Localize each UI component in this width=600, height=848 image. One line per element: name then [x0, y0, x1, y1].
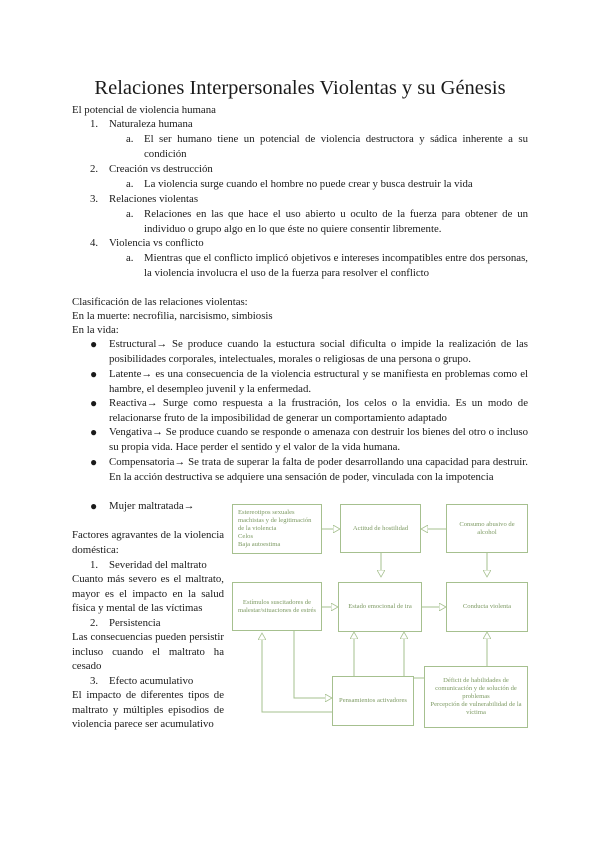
bullet-icon: ●: [90, 367, 98, 381]
list-number: 4.: [90, 237, 99, 249]
sub-letter: a.: [126, 252, 134, 264]
sub-item-text: Mientras que el conflicto implicó objetivos e intereses incompatibles entre dos personas, la violencia involucra el uso de la fuerza para resolver el conflicto: [144, 252, 528, 279]
factor-text: El impacto de diferentes tipos de maltrato y múltiples episodios de violencia parece ser acumulativo: [72, 689, 224, 731]
bullet-text: Latente→ es una consecuencia de la violencia estructural y se manifiesta en problemas como el hambre, el desempleo juvenil y la enfermedad.: [109, 368, 528, 395]
bullet-icon: ●: [90, 425, 98, 439]
bullet-text: Mujer maltratada→: [109, 500, 195, 512]
sub-item-text: La violencia surge cuando el hombre no puede crear y busca destruir la vida: [144, 178, 473, 190]
death-line: En la muerte: necrofilia, narcisismo, simbiosis: [72, 310, 273, 322]
box-stereotypes: Estereotipos sexuales machistas y de legitimación de la violencia Celos Baja autoestima: [232, 504, 322, 554]
box-stimuli: Estímulos suscitadores de malestar/situaciones de estrés: [232, 582, 322, 631]
bullet-text: Vengativa→ Se produce cuando se responde o amenaza con destruir los bienes del otro o incluso su propia vida. Hace perder el sentido y el valor de la vida humana.: [109, 426, 528, 453]
box-thoughts: Pensamientos activadores: [332, 676, 414, 726]
factor-label: Efecto acumulativo: [109, 675, 194, 687]
sub-letter: a.: [126, 208, 134, 220]
life-line: En la vida:: [72, 324, 119, 336]
sub-item-text: El ser humano tiene un potencial de violencia destructora y sádica inherente a su condición: [144, 133, 528, 160]
list-number: 2.: [90, 163, 99, 175]
bullet-icon: ●: [90, 337, 98, 351]
sub-letter: a.: [126, 133, 134, 145]
arrow-thoughts-stimuli: [262, 633, 332, 712]
box-violent-conduct: Conducta violenta: [446, 582, 528, 632]
bullet-text: Reactiva→ Surge como respuesta a la frustración, los celos o la envidia. Es un modo de relacionarse fruto de la imposibilidad de generar un comportamiento adaptado: [109, 397, 528, 424]
factor-label: Severidad del maltrato: [109, 559, 207, 571]
list-number: 3.: [90, 675, 99, 687]
box-deficit: Déficit de habilidades de comunicación y de solución de problemas Percepción de vulnerabilidad de la víctima: [424, 666, 528, 728]
list-item-label: Violencia vs conflicto: [109, 237, 204, 249]
list-number: 1.: [90, 559, 99, 571]
arrow-stimuli-thoughts: [294, 631, 332, 698]
list-number: 3.: [90, 193, 99, 205]
list-item-label: Relaciones violentas: [109, 193, 199, 205]
bullet-text: Compensatoria→ Se trata de superar la falta de poder desarrollando una capacidad para destruir. En la acción destructiva se adquiere una sensación de poder, vinculada con la impotencia: [109, 456, 528, 483]
list-item-label: Creación vs destrucción: [109, 163, 213, 175]
bullet-icon: ●: [90, 396, 98, 410]
box-hostility: Actitud de hostilidad: [340, 504, 421, 553]
violence-flow-diagram: [230, 500, 528, 730]
factor-text: Cuanto más severo es el maltrato, mayor es el impacto en la salud física y mental de las víctimas: [72, 573, 224, 615]
factor-text: Las consecuencias pueden persistir incluso cuando el maltrato ha cesado: [72, 631, 224, 673]
box-alcohol: Consumo abusivo de alcohol: [446, 504, 528, 553]
factor-label: Persistencia: [109, 617, 161, 629]
page-title: Relaciones Interpersonales Violentas y su Génesis: [94, 77, 506, 99]
section-heading: El potencial de violencia humana: [72, 104, 216, 116]
list-number: 1.: [90, 118, 99, 130]
list-number: 2.: [90, 617, 99, 629]
section-heading: Clasificación de las relaciones violentas:: [72, 296, 248, 308]
bullet-icon: ●: [90, 455, 98, 469]
list-item-label: Naturaleza humana: [109, 118, 193, 130]
section-heading: Factores agravantes de la violencia doméstica:: [72, 529, 224, 556]
box-anger: Estado emocional de ira: [338, 582, 422, 632]
arrow-deficit-anger: [404, 632, 424, 678]
bullet-text: Estructural→ Se produce cuando la estuctura social dificulta o impide la realización de las posibilidades corporales, intelectuales, morales o religiosas de una persona o grupo.: [109, 338, 528, 365]
sub-item-text: Relaciones en las que hace el uso abierto u oculto de la fuerza para obtener de un individuo o grupo algo en lo que éste no quiere consentir libremente.: [144, 208, 528, 235]
sub-letter: a.: [126, 178, 134, 190]
bullet-icon: ●: [90, 499, 98, 513]
